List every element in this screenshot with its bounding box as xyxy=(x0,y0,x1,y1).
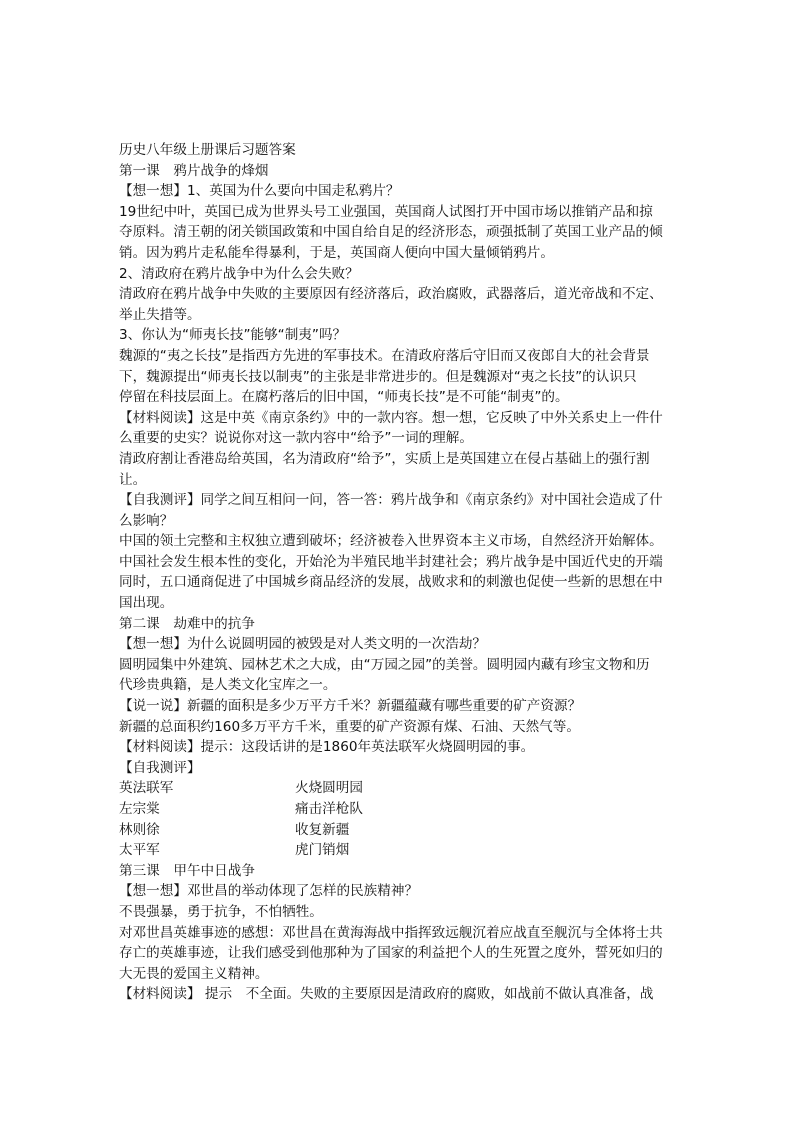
question-line: 么重要的史实？说说你对这一款内容中“给予”一词的理解。 xyxy=(119,430,473,447)
question-line: 【材料阅读】提示：这段话讲的是1860年英法联军火烧圆明园的事。 xyxy=(119,739,535,756)
answer-line: 销。因为鸦片走私能牟得暴利，于是，英国商人便向中国大量倾销鸦片。 xyxy=(119,244,554,261)
answer-line: 大无畏的爱国主义精神。 xyxy=(119,965,269,982)
matching-right: 虎门销烟 xyxy=(295,842,350,859)
answer-line: 新疆的总面积约160多万平方千米，重要的矿产资源有煤、石油、天然气等。 xyxy=(119,718,580,735)
matching-row xyxy=(119,840,685,861)
answer-line: 举止失措等。 xyxy=(119,306,201,323)
answer-line: 不畏强暴，勇于抗争，不怕牺牲。 xyxy=(119,903,323,920)
answer-line: 清政府割让香港岛给英国，名为清政府“给予”，实质上是英国建立在侵占基础上的强行割 xyxy=(119,450,650,467)
answer-line: 对邓世昌英雄事迹的感想：邓世昌在黄海海战中指挥致远舰沉着应战直至舰沉与全体将士共 xyxy=(119,924,663,941)
matching-left: 林则徐 xyxy=(119,821,160,838)
matching-left: 太平军 xyxy=(119,842,160,859)
lesson-heading: 第三课 甲午中日战争 xyxy=(119,862,255,879)
matching-left: 英法联军 xyxy=(119,780,174,797)
matching-right: 痛击洋枪队 xyxy=(295,801,363,817)
answer-line: 同时，五口通商促进了中国城乡商品经济的发展，战败求和的刺激也促使一些新的思想在中 xyxy=(119,574,663,591)
answer-line: 让。 xyxy=(119,471,147,488)
question-line: 【材料阅读】 提示 不全面。失败的主要原因是清政府的腐败，如战前不做认真准备，战 xyxy=(119,986,654,1003)
question-line: 【自我测评】同学之间互相问一问，答一答：鸦片战争和《南京条约》对中国社会造成了什 xyxy=(119,492,663,509)
question-line: 【想一想】邓世昌的举动体现了怎样的民族精神？ xyxy=(119,883,419,900)
question-line: 【材料阅读】这是中英《南京条约》中的一款内容。想一想，它反映了中外关系史上一件什 xyxy=(119,409,663,426)
answer-line: 魏源的“夷之长技”是指西方先进的军事技术。在清政府落后守旧而又夜郎自大的社会背景 xyxy=(119,347,650,364)
answer-line: 下，魏源提出“师夷长技以制夷”的主张是非常进步的。但是魏源对“夷之长技”的认识只 xyxy=(119,368,637,385)
answer-line: 停留在科技层面上。在腐朽落后的旧中国，“师夷长技”是不可能“制夷”的。 xyxy=(119,389,569,406)
question-line: 【说一说】新疆的面积是多少万平方千米？新疆蕴藏有哪些重要的矿产资源？ xyxy=(119,698,582,715)
answer-line: 圆明园集中外建筑、园林艺术之大成，由“万园之园”的美誉。圆明园内藏有珍宝文物和历 xyxy=(119,656,650,673)
document-page xyxy=(119,140,685,1005)
answer-line: 19世纪中叶，英国已成为世界头号工业强国，英国商人试图打开中国市场以推销产品和掠 xyxy=(119,203,653,220)
answer-line: 中国社会发生根本性的变化，开始沦为半殖民地半封建社会；鸦片战争是中国近代史的开端 xyxy=(119,553,663,570)
matching-right: 收复新疆 xyxy=(295,821,350,838)
matching-row xyxy=(119,799,685,820)
matching-row xyxy=(119,820,685,841)
answer-line: 国出现。 xyxy=(119,595,174,612)
lesson-heading: 第一课 鸦片战争的烽烟 xyxy=(119,162,269,179)
document-title: 历史八年级上册课后习题答案 xyxy=(119,142,296,158)
answer-line: 代珍贵典籍，是人类文化宝库之一。 xyxy=(119,677,337,694)
matching-right: 火烧圆明园 xyxy=(295,780,363,797)
answer-line: 存亡的英雄事迹，让我们感受到他那种为了国家的利益把个人的生死置之度外，誓死如归的 xyxy=(119,945,663,962)
question-line: 【自我测评】 xyxy=(119,759,201,776)
answer-line: 中国的领土完整和主权独立遭到破坏；经济被卷入世界资本主义市场，自然经济开始解体。 xyxy=(119,533,663,550)
question-line: 【想一想】为什么说圆明园的被毁是对人类文明的一次浩劫？ xyxy=(119,636,487,653)
matching-row xyxy=(119,778,685,799)
answer-line: 清政府在鸦片战争中失败的主要原因有经济落后，政治腐败，武器落后，道光帝战和不定、 xyxy=(119,286,663,303)
matching-left: 左宗棠 xyxy=(119,801,160,817)
question-line: 2、清政府在鸦片战争中为什么会失败？ xyxy=(119,265,359,282)
answer-line: 夺原料。清王朝的闭关锁国政策和中国自给自足的经济形态，顽强抵制了英国工业产品的倾 xyxy=(119,224,663,241)
lesson-heading: 第二课 劫难中的抗争 xyxy=(119,615,255,632)
question-line: 【想一想】1、英国为什么要向中国走私鸦片？ xyxy=(119,183,400,200)
question-line: 3、你认为“师夷长技”能够“制夷”吗？ xyxy=(119,327,347,344)
question-line: 么影响？ xyxy=(119,512,174,529)
